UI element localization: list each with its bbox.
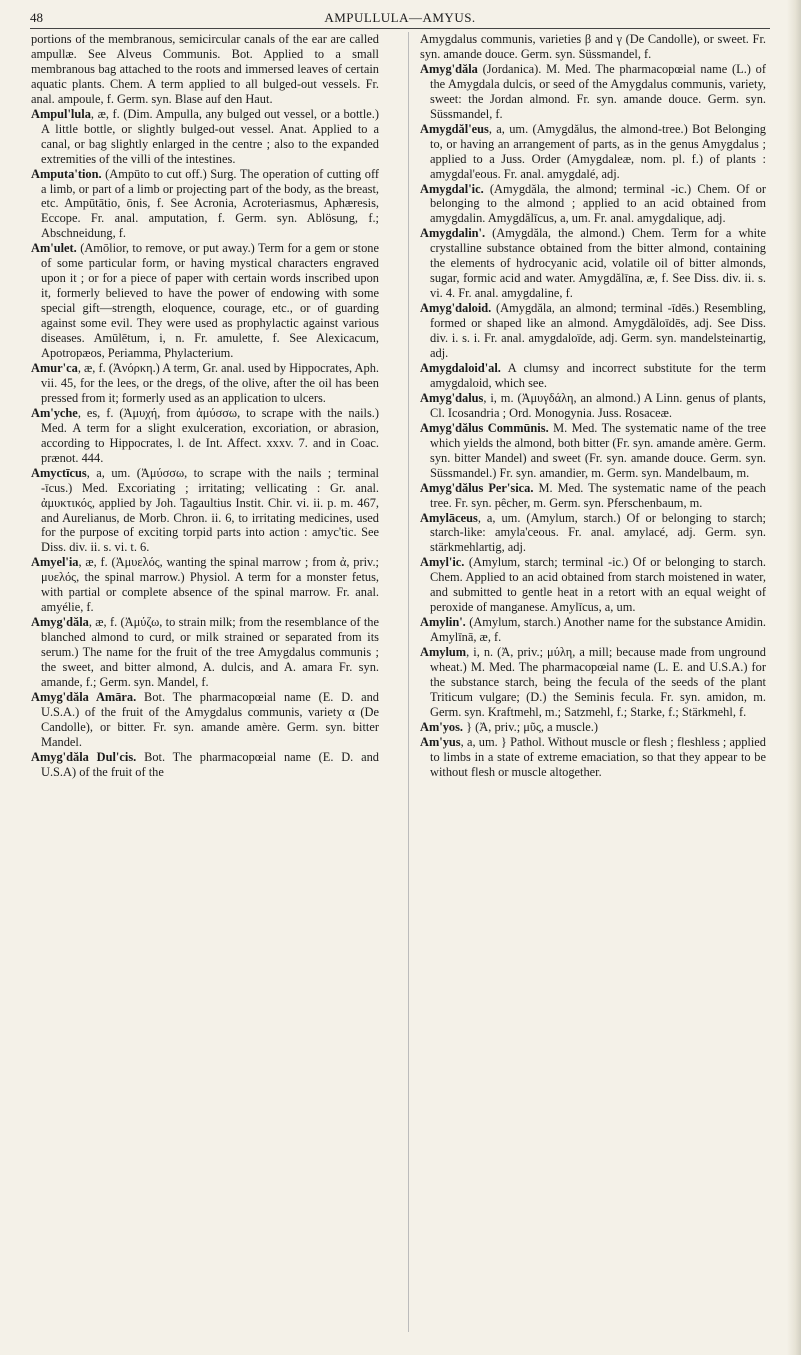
page-number: 48: [30, 10, 43, 25]
header-rule: [30, 28, 770, 29]
headword: Amylin'.: [420, 615, 466, 630]
headword: Amyg'dăla Amāra.: [31, 689, 137, 704]
dictionary-entry: Amyg'dălus Commūnis. M. Med. The systematic name of the tree which yields the almond, both bitter (Fr. syn. amande amère. Germ. syn. bitter Mandel) and sweet (Fr. syn. amande douce. Germ. syn. Süssmandel.) Fr. syn. amandier, m. Germ. syn. Mandelbaum, m.: [420, 420, 766, 480]
dictionary-entry: Am'yche, es, f. (Ἀμυχή, from ἀμύσσω, to scrape with the nails.) Med. A term for a slight exulceration, excoriation, or abrasion, according to Hippocrates, l. de Int. Affect. xxxv. 7. and in Coac. prænot. 444.: [31, 405, 379, 465]
headword: Amyg'dăla: [31, 615, 89, 630]
headword: Amygdăl'eus: [420, 121, 489, 136]
headword: Amylāceus: [420, 510, 478, 525]
dictionary-entry: Amylin'. (Amylum, starch.) Another name for the substance Amidin. Amylīnā, æ, f.: [420, 615, 766, 645]
headword: Amyctīcus: [31, 465, 87, 480]
dictionary-entry: Am'ulet. (Amōlior, to remove, or put away.) Term for a gem or stone of some particular form, or having mystical characters engraved upon it ; or for a piece of paper with certain words inscribed upon it, formerly believed to have the power of endowing with some special gift—strength, eloquence, courage, etc., or of guarding against some evil. They were used as prophylactic against various diseases. Amūlētum, i, n. Fr. amulette, f. See Alexicacum, Apotropæos, Periamma, Phylacterium.: [31, 241, 379, 361]
dictionary-entry: Amyg'dăla Dul'cis. Bot. The pharmacopœial name (E. D. and U.S.A) of the fruit of the: [31, 749, 379, 779]
headword: Amputa'tion.: [31, 166, 102, 181]
dictionary-entry: Amylum, i, n. (Ἀ, priv.; μύλη, a mill; because made from unground wheat.) M. Med. The pharmacopœial name (L. E. and U.S.A.) for the substance starch, being the fecula of the seeds of the plant Triticum vulgare; (D.) the Seminis fecula. Fr. syn. amidon, m. Germ. syn. Kraftmehl, m.; Satzmehl, f.; Starke, f.; Stärkmehl, f.: [420, 645, 766, 719]
headword: Am'ulet.: [31, 241, 77, 256]
headword: Amyl'ic.: [420, 555, 465, 570]
running-header: [30, 10, 770, 28]
left-column: [31, 32, 379, 780]
headword: Amygdal'ic.: [420, 181, 484, 196]
headword: Amyg'dăla Dul'cis.: [31, 749, 137, 764]
dictionary-entry: Amur'ca, æ, f. (Ἀνόρκη.) A term, Gr. anal. used by Hippocrates, Aph. vii. 45, for the lees, or the dregs, of the olive, after the oil has been pressed from it; formerly used as an application to ulcers.: [31, 360, 379, 405]
dictionary-entry: Amygdaloid'al. A clumsy and incorrect substitute for the term amygdaloid, which see.: [420, 360, 766, 390]
dictionary-entry: Amyl'ic. (Amylum, starch; terminal -ic.) Of or belonging to starch. Chem. Applied to an acid obtained from starch moistened in water, and submitted to gentle heat in a retort with an equal weight of peroxide of manganese. Amylīcus, a, um.: [420, 555, 766, 615]
headword: Amygdalin'.: [420, 226, 486, 241]
headword: Am'yche: [31, 405, 78, 420]
dictionary-entry: portions of the membranous, semicircular canals of the ear are called ampullæ. See Alveus Communis. Bot. Applied to a small membranous bag attached to the roots and immersed leaves of certain aquatic plants. Chem. A term applied to all bulged-out vessels. Fr. anal. ampoule, f. Germ. syn. Blase auf den Haut.: [31, 32, 379, 106]
dictionary-entry: Amputa'tion. (Ampūto to cut off.) Surg. The operation of cutting off a limb, or part of a limb or projecting part of the body, as the breast, etc. Ampūtātio, ōnis, f. See Acronia, Acroteriasmus, Aphæresis, Eccope. Fr. anal. amputation, f. Germ. syn. Ablösung, f.; Abschneidung, f.: [31, 166, 379, 241]
dictionary-entry: Ampul'lula, æ, f. (Dim. Ampulla, any bulged out vessel, or a bottle.) A little bottle, or slightly bulged-out vessel. Anat. Applied to a canal, or bag slightly enlarged in the centre ; also to the expanded extremities of the villi of the intestines.: [31, 106, 379, 166]
headword: Amyg'dăla: [420, 61, 478, 76]
dictionary-entry: Amyel'ia, æ, f. (Ἀμυελός, wanting the spinal marrow ; from ἀ, priv.; μυελός, the spinal marrow.) Physiol. A term for a monster fetus, with partial or complete absence of the spinal marrow. Fr. anal. amyélie, f.: [31, 555, 379, 615]
headword: Amyg'dalus: [420, 390, 484, 405]
dictionary-entry: Amyg'dălus Per'sica. M. Med. The systematic name of the peach tree. Fr. syn. pêcher, m. Germ. syn. Pferschenbaum, m.: [420, 480, 767, 510]
dictionary-entry: Amyg'dalus, i, m. (Ἀμυγδάλη, an almond.) A Linn. genus of plants, Cl. Icosandria ; Ord. Monogynia. Juss. Rosaceæ.: [420, 390, 766, 420]
column-divider: [408, 32, 409, 1332]
dictionary-entry: Amyg'daloid. (Amygdăla, an almond; terminal -īdēs.) Resembling, formed or shaped like an almond. Amygdăloīdēs, adj. See Diss. div. i. s. i. Fr. anal. amygdaloïde, adj. Germ. syn. mandelsteinartig, adj.: [420, 301, 766, 361]
headword: Am'yos.: [420, 719, 464, 734]
dictionary-entry: Am'yos. } (Ἀ, priv.; μῦς, a muscle.): [420, 719, 599, 734]
headword: Amylum: [420, 645, 467, 660]
dictionary-entry: Amygdalus communis, varieties β and γ (De Candolle), or sweet. Fr. syn. amande douce. Germ. syn. Süssmandel, f.: [420, 32, 766, 61]
right-column: [420, 32, 766, 780]
running-title: AMPULLULA—AMYUS.: [324, 10, 476, 25]
dictionary-entry: Amyg'dăla, æ, f. (Ἀμύζω, to strain milk; from the resemblance of the blanched almond to curd, or milk strained or separated from its serum.) The name for the fruit of the tree Amygdalus communis ; the sweet, and bitter almond, A. dulcis, and A. amara Fr. syn. amande, f.; Germ. syn. Mandel, f.: [31, 615, 379, 689]
dictionary-entry: Amyg'dăla (Jordanica). M. Med. The pharmacopœial name (L.) of the Amygdala dulcis, or seed of the Amygdalus communis, variety, sweet: the Jordan almond. Fr. syn. amande douce. Germ. syn. Süssmandel, f.: [420, 61, 766, 121]
dictionary-entry: Amygdăl'eus, a, um. (Amygdălus, the almond-tree.) Bot Belonging to, or having an arrangement of parts, as in the genus Amygdalus ; applied to a Juss. Order (Amygdaleæ, nom. pl. f.) of plants : amygdal'eous. Fr. anal. amygdalé, adj.: [420, 121, 766, 181]
dictionary-entry: Amygdalin'. (Amygdăla, the almond.) Chem. Term for a white crystalline substance obtained from the bitter almond, containing the elements of hydrocyanic acid, volatile oil of bitter almonds, sugar, formic acid and water. Amygdălīna, æ, f. See Diss. div. ii. s. vi. 4. Fr. anal. amygdaline, f.: [420, 226, 766, 301]
headword: Amyel'ia: [31, 555, 79, 570]
page-edge: [787, 0, 801, 1355]
dictionary-entry: Amyctīcus, a, um. (Ἀμύσσω, to scrape with the nails ; terminal -īcus.) Med. Excoriating ; irritating; vellicating : Gr. anal. ἀμυκτικός, applied by Joh. Tagaultius Instit. Chir. vi. ii. p. m. 467, and Aurelianus, de Morb. Chron. ii. 6, to irritating medicines, used for the purpose of exciting torpid parts into action : amyc'tic. See Diss. div. ii. s. vi. t. 6.: [31, 465, 379, 555]
headword: Amygdaloid'al.: [420, 360, 501, 375]
headword: Amyg'dălus Per'sica.: [420, 480, 534, 495]
dictionary-entry: Am'yus, a, um. } Pathol. Without muscle or flesh ; fleshless ; applied to limbs in a state of extreme emaciation, so that they appear to be without flesh or muscle altogether.: [420, 734, 766, 779]
headword: Am'yus: [420, 734, 461, 749]
headword: Amyg'dălus Commūnis.: [420, 420, 549, 435]
headword: Ampul'lula: [31, 106, 91, 121]
dictionary-entry: Amygdal'ic. (Amygdăla, the almond; terminal -ic.) Chem. Of or belonging to the almond ; applied to an acid obtained from amygdalin. Amygdălīcus, a, um. Fr. anal. amygdalique, adj.: [420, 181, 766, 226]
dictionary-entry: Amylāceus, a, um. (Amylum, starch.) Of or belonging to starch; starch-like: amyla'ceous. Fr. anal. amylacé, adj. Germ. syn. stärkmehlartig, adj.: [420, 510, 766, 555]
headword: Amyg'daloid.: [420, 301, 492, 316]
dictionary-entry: Amyg'dăla Amāra. Bot. The pharmacopœial name (E. D. and U.S.A.) of the fruit of the Amygdalus communis, variety α (De Candolle), or bitter. Fr. syn. amande amère. Germ. syn. bitter Mandel.: [31, 689, 379, 749]
headword: Amur'ca: [31, 360, 78, 375]
